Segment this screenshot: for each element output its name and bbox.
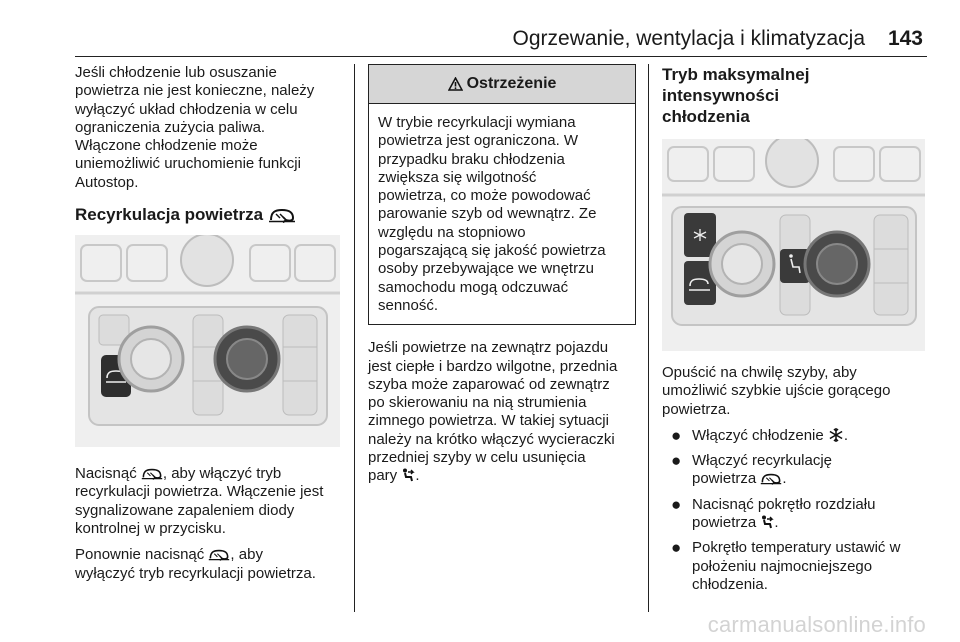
text-line: Pokrętło temperatury ustawić w [692,539,901,557]
snowflake-icon [828,427,844,443]
text-segment: pary [368,467,402,485]
text-line: recyrkulacji powietrza. Włączenie jest [75,483,324,501]
text-segment: Ponownie nacisnąć [75,546,209,564]
air-distribution-icon [760,515,774,529]
text-line: powietrza jest ograniczona. W [378,132,579,150]
recirculation-button-photo [75,235,340,447]
text-line: kontrolnej w przycisku. [75,519,226,537]
text-line: Włączyć recyrkulację [692,452,833,470]
text-line: zwiększa się wilgotność [378,168,537,186]
list-item [662,539,928,594]
text-line: uniemożliwić uruchomienie funkcji [75,155,301,173]
text-line [692,470,928,488]
text-line [75,465,340,483]
steps-list [662,427,928,594]
header-title: Ogrzewanie, wentylacja i klimatyzacja [512,27,865,50]
text-line: umożliwić szybkie ujście gorącego [662,382,891,400]
text-line: powietrza nie jest konieczne, należy [75,82,315,100]
text-line [692,514,928,532]
text-line: Włączone chłodzenie może [75,137,258,155]
page-number: 143 [887,27,923,50]
list-item [662,496,928,533]
text-line: W trybie recyrkulacji wymiana [378,114,576,131]
text-line: chłodzenia. [692,575,768,593]
text-line: wyłączyć układ chłodzenia w celu [75,100,298,118]
watermark: carmanualsonline.info [707,612,926,637]
intro-paragraph [75,64,340,192]
air-distribution-icon [401,468,415,482]
section-heading-max-cooling [662,64,928,127]
text-segment: , aby włączyć tryb [162,465,282,483]
warning-header [369,65,635,104]
column-middle [368,64,636,486]
text-line: Autostop. [75,173,139,191]
warning-body [369,104,635,324]
text-line: jest ciepłe i bardzo wilgotne, przednia [368,357,618,375]
text-segment: powietrza [692,514,761,532]
text-line: powietrza. [662,400,731,418]
text-line: po skierowaniu na nią strumienia [368,394,587,412]
text-line: pogarszającą się jakość powietrza [378,242,606,260]
recirculation-icon [760,472,782,485]
heading-text: Recyrkulacja powietrza [75,205,264,225]
text-segment: powietrza [692,470,761,488]
column-divider-left [354,64,355,612]
text-line: Nacisnąć pokrętło rozdziału [692,495,876,513]
text-line: szyba może zaparować od zewnątrz [368,375,610,393]
text-line: przypadku braku chłodzenia [378,150,565,168]
page-header [75,26,927,57]
bullet-dot: ● [671,494,682,514]
text-line: względu na stopniowo [378,223,526,241]
text-line: wyłączyć tryb recyrkulacji powietrza. [75,564,316,582]
text-line: Opuścić na chwilę szyby, aby [662,364,857,381]
list-item [662,452,928,489]
section-heading-recirculation [75,204,340,225]
text-line: należy na krótko włączyć wycieraczki [368,430,615,448]
text-line: zimnego powietrza. W takiej sytuacji [368,412,609,430]
text-line: parowanie szyb od wewnątrz. Ze [378,205,597,223]
max-cooling-controls-photo [662,139,925,351]
heading-line: chłodzenia [662,107,750,126]
text-segment: . [774,514,779,532]
bullet-dot: ● [671,451,682,471]
text-line: Jeśli powietrze na zewnątrz pojazdu [368,339,609,357]
text-line: przedniej szyby w celu usunięcia [368,449,586,467]
text-segment: Włączyć chłodzenie [692,426,828,444]
text-segment: . [415,467,420,485]
text-line: położeniu najmocniejszego [692,557,873,575]
text-line: Jeśli chłodzenie lub osuszanie [75,64,277,81]
bullet-dot: ● [671,538,682,558]
paragraph-deactivate [75,546,340,583]
text-segment: . [843,426,849,444]
text-line: senność. [378,296,439,314]
warning-triangle-icon [448,77,463,91]
text-segment: . [782,470,787,488]
paragraph-humid-air [368,339,636,485]
text-segment: Nacisnąć [75,465,141,483]
text-line: powietrza, co może powodować [378,187,591,205]
text-line [368,467,636,485]
warning-box [368,64,636,325]
text-segment: , aby [230,546,263,564]
column-left [75,64,340,583]
recirculation-icon [268,207,296,223]
paragraph-activate [75,465,340,538]
heading-line: Tryb maksymalnej intensywności [662,65,810,105]
column-right [662,64,928,601]
text-line: ograniczenia zużycia paliwa. [75,118,266,136]
text-line: sygnalizowane zapaleniem diody [75,501,295,519]
column-divider-right [648,64,649,612]
recirculation-icon [208,548,230,561]
intro-paragraph [662,364,928,419]
recirculation-icon [141,467,163,480]
text-line: samochodu mogą odczuwać [378,278,569,296]
text-line: osoby przebywające we wnętrzu [378,260,594,278]
text-line [75,546,340,564]
list-item [662,427,928,445]
bullet-dot: ● [671,425,682,445]
warning-title: Ostrzeżenie [466,75,557,92]
